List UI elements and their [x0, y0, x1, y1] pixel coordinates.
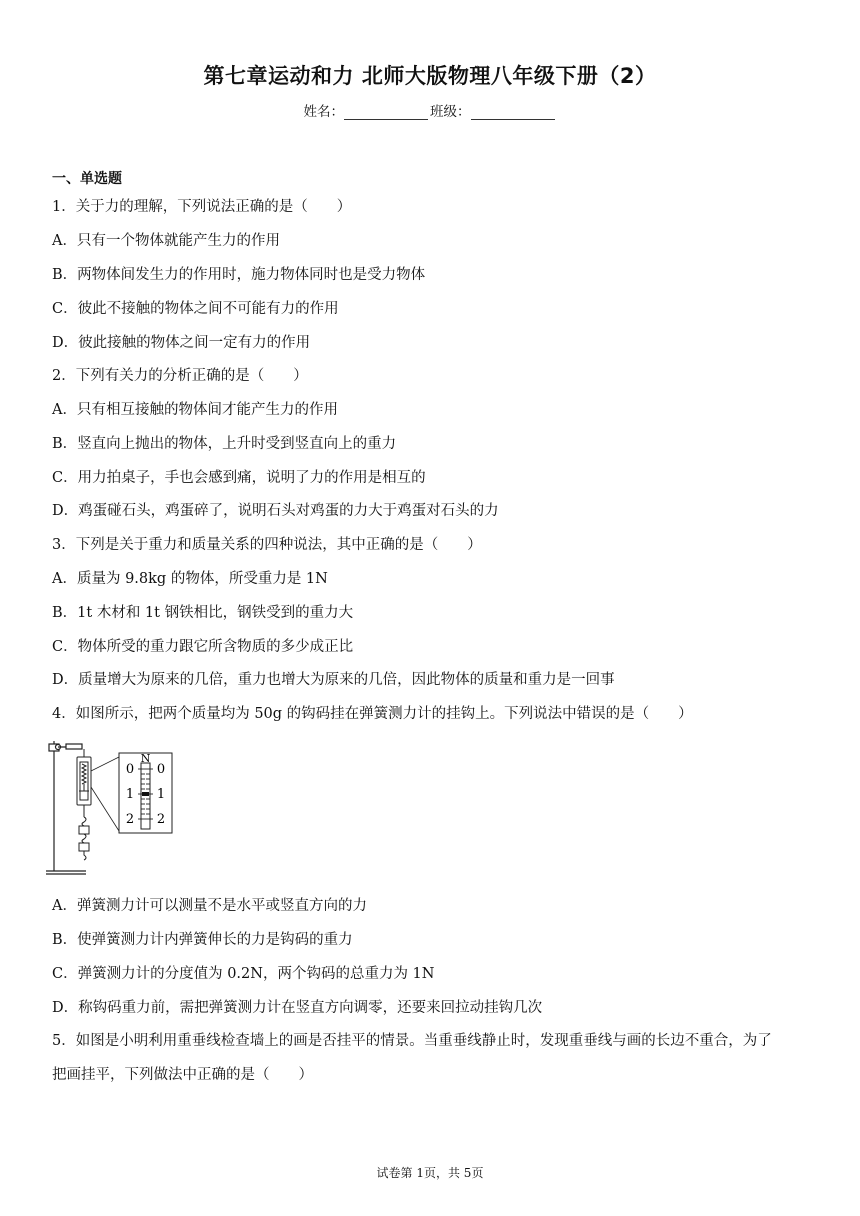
question-4-stem: 4．如图所示，把两个质量均为 50g 的钩码挂在弹簧测力计的挂钩上。下列说法中错误的是（ ） — [52, 706, 693, 722]
question-2-stem: 2．下列有关力的分析正确的是（ ） — [52, 368, 308, 384]
question-2-option-b: B．竖直向上抛出的物体，上升时受到竖直向上的重力 — [52, 436, 397, 452]
question-3-option-c: C．物体所受的重力跟它所含物质的多少成正比 — [52, 639, 354, 655]
scale-right-tick: 1 — [156, 787, 166, 802]
name-label: 姓名： — [303, 104, 344, 120]
scale-right-tick: 2 — [156, 812, 166, 827]
question-2-option-a: A．只有相互接触的物体间才能产生力的作用 — [52, 402, 338, 418]
scale-pointer — [142, 792, 149, 796]
zoom-callout-lines — [91, 757, 119, 831]
page-footer: 试卷第 1页，共 5页 — [376, 1166, 484, 1180]
question-5-stem-line-1: 5．如图是小明利用重垂线检查墙上的画是否挂平的情景。当重垂线静止时，发现重垂线与画的长边不重合，为了 — [52, 1033, 772, 1049]
question-4-option-d: D．称钩码重力前，需把弹簧测力计在竖直方向调零，还要来回拉动挂钩几次 — [52, 1000, 543, 1016]
question-3-stem: 3．下列是关于重力和质量关系的四种说法，其中正确的是（ ） — [52, 537, 482, 553]
scale-right-tick: 0 — [156, 762, 166, 777]
question-3-option-d: D．质量增大为原来的几倍，重力也增大为原来的几倍，因此物体的质量和重力是一回事 — [52, 672, 615, 688]
scale-left-tick: 0 — [125, 762, 135, 777]
name-class-line — [0, 100, 860, 120]
page-title: 第七章运动和力 北师大版物理八年级下册（2） — [203, 64, 657, 88]
question-1-option-d: D．彼此接触的物体之间一定有力的作用 — [52, 335, 311, 351]
question-1-option-c: C．彼此不接触的物体之间不可能有力的作用 — [52, 301, 339, 317]
scale-left-tick: 2 — [125, 812, 135, 827]
question-2-option-d: D．鸡蛋碰石头，鸡蛋碎了，说明石头对鸡蛋的力大于鸡蛋对石头的力 — [52, 503, 499, 519]
class-label: 班级： — [430, 104, 471, 120]
section-heading: 一、单选题 — [52, 171, 122, 187]
question-4-option-a: A．弹簧测力计可以测量不是水平或竖直方向的力 — [52, 898, 367, 914]
question-1-option-a: A．只有一个物体就能产生力的作用 — [52, 233, 280, 249]
question-3-option-b: B．1t 木材和 1t 钢铁相比，钢铁受到的重力大 — [52, 605, 354, 621]
question-2-option-c: C．用力拍桌子，手也会感到痛，说明了力的作用是相互的 — [52, 470, 426, 486]
scale-left-tick: 1 — [125, 787, 135, 802]
scale-unit: N — [140, 752, 151, 765]
name-blank — [344, 105, 428, 120]
question-4-option-c: C．弹簧测力计的分度值为 0.2N，两个钩码的总重力为 1N — [52, 966, 435, 982]
spring-scale-figure — [46, 735, 176, 880]
question-4-option-b: B．使弹簧测力计内弹簧伸长的力是钩码的重力 — [52, 932, 353, 948]
question-1-option-b: B．两物体间发生力的作用时，施力物体同时也是受力物体 — [52, 267, 426, 283]
question-3-option-a: A．质量为 9.8kg 的物体，所受重力是 1N — [52, 571, 328, 587]
class-blank — [471, 105, 555, 120]
spring-scale — [77, 749, 91, 860]
enlarged-scale — [119, 752, 172, 833]
question-5-stem-line-2: 把画挂平，下列做法中正确的是（ ） — [52, 1067, 313, 1083]
question-1-stem: 1．关于力的理解，下列说法正确的是（ ） — [52, 199, 352, 215]
